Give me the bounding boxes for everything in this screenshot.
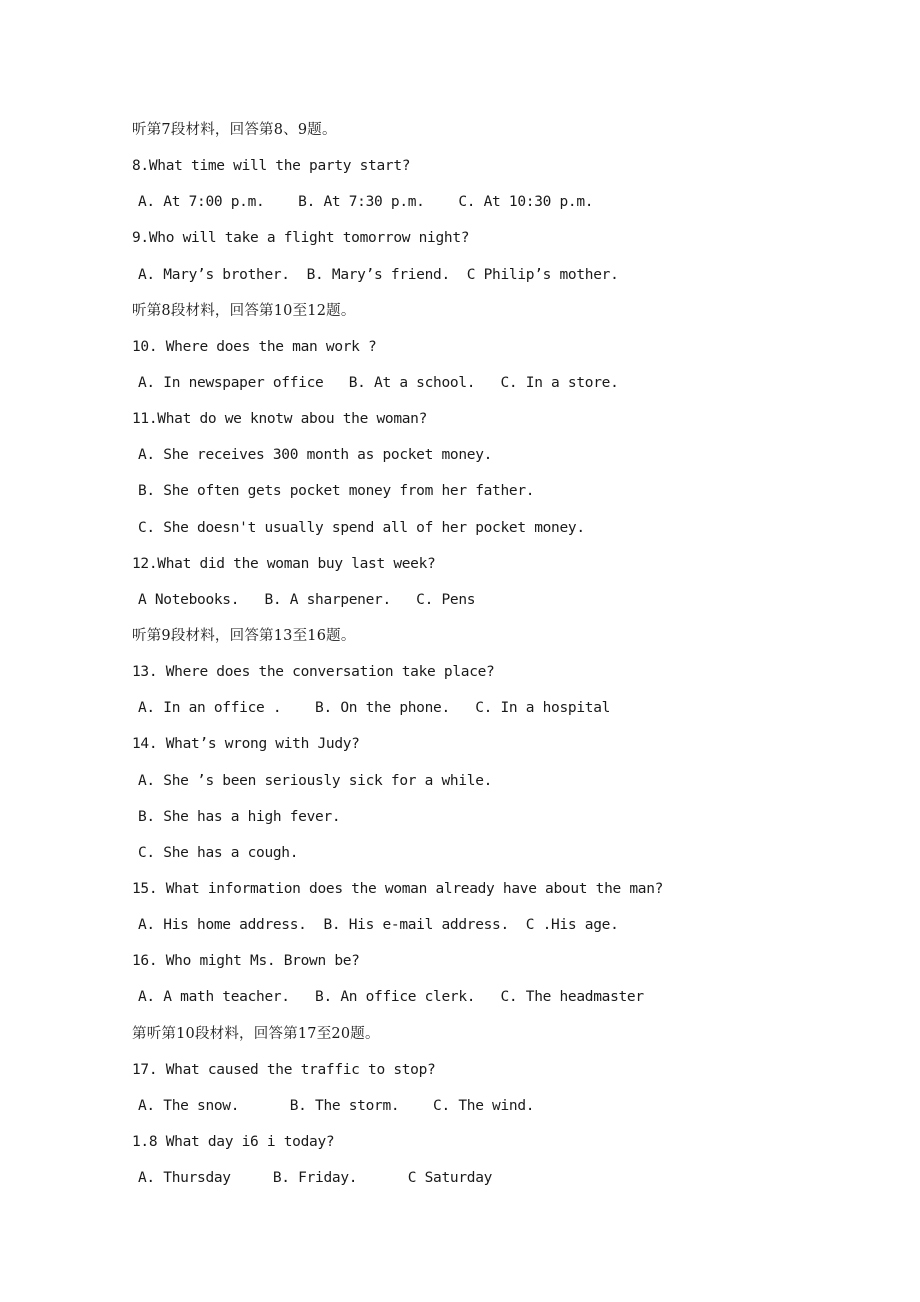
answer-options: B. She often gets pocket money from her father. bbox=[138, 483, 535, 500]
question-text: 11.What do we knotw abou the woman? bbox=[132, 411, 428, 428]
answer-options: A. She receives 300 month as pocket money. bbox=[138, 447, 493, 464]
listening-section bbox=[132, 118, 872, 1202]
question-text: 16. Who might Ms. Brown be? bbox=[132, 953, 360, 970]
answer-options: A. A math teacher. B. An office clerk. C. The headmaster bbox=[138, 989, 644, 1006]
answer-options: A. In newspaper office B. At a school. C. In a store. bbox=[138, 374, 619, 391]
section-heading: 听第8段材料，回答第10至12题。 bbox=[132, 302, 356, 319]
question-text: 8.What time will the party start? bbox=[132, 158, 411, 175]
section-heading: 听第9段材料，回答第13至16题。 bbox=[132, 627, 356, 644]
question-text: 15. What information does the woman already have about the man? bbox=[132, 880, 664, 897]
answer-options: A. She ’s been seriously sick for a while. bbox=[138, 772, 493, 789]
answer-options: A. At 7:00 p.m. B. At 7:30 p.m. C. At 10:30 p.m. bbox=[138, 194, 594, 211]
answer-options: A. Mary’s brother. B. Mary’s friend. C Philip’s mother. bbox=[138, 266, 619, 283]
question-text: 10. Where does the man work ? bbox=[132, 338, 377, 355]
answer-options: A. His home address. B. His e-mail address. C .His age. bbox=[138, 917, 619, 934]
answer-options: B. She has a high fever. bbox=[138, 808, 341, 825]
question-text: 14. What’s wrong with Judy? bbox=[132, 736, 360, 753]
question-text: 9.Who will take a flight tomorrow night? bbox=[132, 230, 470, 247]
question-text: 12.What did the woman buy last week? bbox=[132, 555, 436, 572]
section-heading: 第听第10段材料，回答第17至20题。 bbox=[132, 1025, 380, 1042]
question-text: 1.8 What day i6 i today? bbox=[132, 1133, 335, 1150]
answer-options: A. The snow. B. The storm. C. The wind. bbox=[138, 1097, 535, 1114]
answer-options: C. She doesn't usually spend all of her pocket money. bbox=[138, 519, 585, 536]
answer-options: A. In an office . B. On the phone. C. In a hospital bbox=[138, 700, 611, 717]
answer-options: A. Thursday B. Friday. C Saturday bbox=[138, 1170, 493, 1187]
section-heading: 听第7段材料，回答第8、9题。 bbox=[132, 122, 337, 138]
question-text: 13. Where does the conversation take place? bbox=[132, 664, 495, 681]
answer-options: A Notebooks. B. A sharpener. C. Pens bbox=[138, 591, 476, 608]
answer-options: C. She has a cough. bbox=[138, 844, 299, 861]
question-text: 17. What caused the traffic to stop? bbox=[132, 1061, 436, 1078]
